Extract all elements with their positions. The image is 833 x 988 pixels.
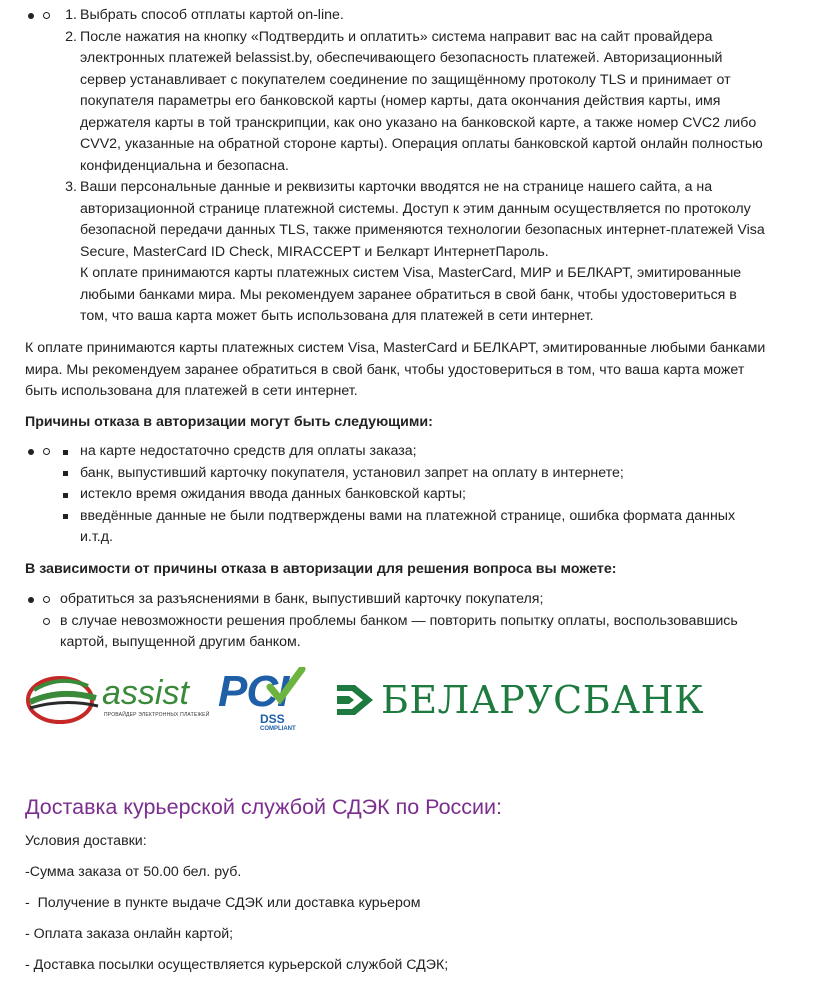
delivery-condition: - Оплата заказа онлайн картой; (25, 926, 234, 942)
text-line: К оплате принимаются карты платежных систем Visa, MasterCard и БЕЛКАРТ, эмитированные любыми банками (25, 340, 766, 356)
text-line: электронных платежей belassist.by, обеспечивающего безопасность платежей. Авторизационный (80, 50, 723, 66)
step-2-text (80, 27, 810, 178)
text-line: сервер устанавливает с покупателем соединение по защищённому протоколу TLS и принимает от (80, 71, 731, 88)
delivery-condition: - Доставка посылки осуществляется курьерской службой СДЭК; (25, 957, 449, 973)
square-bullet-marker (63, 471, 68, 476)
square-bullet-marker (63, 514, 68, 519)
sub-bullet-marker (43, 618, 50, 625)
delivery-condition: - Получение в пункте выдаче СДЭК или доставка курьером (25, 895, 421, 911)
cards-paragraph (25, 338, 800, 403)
step-number: 1. (65, 7, 77, 23)
text-line: том, что ваша карта может быть использована для платежей в сети интернет. (80, 308, 594, 324)
text-line: Ваши персональные данные и реквизиты карточки вводятся не на странице нашего сайта, а на (80, 179, 713, 195)
square-bullet-marker (63, 450, 68, 455)
text-line: любыми банками мира. Мы рекомендуем заранее обратиться в свой банк, чтобы удостовериться в (80, 286, 737, 303)
assist-tagline: ПРОВАЙДЕР ЭЛЕКТРОННЫХ ПЛАТЕЖЕЙ (104, 712, 210, 718)
refusal-heading: Причины отказа в авторизации могут быть следующими: (25, 414, 433, 430)
pci-compliant-label: COMPLIANT (260, 726, 296, 732)
text-line: Secure, MasterCard ID Check, MIRACCEPT и Белкарт ИнтернетПароль. (80, 243, 549, 260)
bullet-marker (28, 597, 34, 603)
text-line: конфиденциальна и безопасна. (80, 157, 289, 174)
step-3-text (80, 177, 810, 328)
solutions-heading: В зависимости от причины отказа в авторизации для решения вопроса вы можете: (25, 561, 617, 577)
delivery-conditions-label: Условия доставки: (25, 833, 147, 849)
pci-dss-label: DSS (260, 712, 285, 726)
assist-wordmark: assist (102, 674, 189, 712)
solution-item: в случае невозможности решения проблемы банком — повторить попытку оплаты, воспользовавшись (60, 612, 738, 629)
pci-wordmark: PCI (218, 667, 289, 716)
step-number: 2. (65, 28, 77, 45)
belarusbank-wordmark: БЕЛАРУСБАНК (381, 678, 705, 722)
sub-bullet-marker (43, 12, 50, 19)
assist-logo (24, 668, 210, 732)
text-line: CVV2, указанные на обратной стороне карты). Операция оплаты банковской картой онлайн полностью (80, 136, 763, 152)
step-1-text: Выбрать способ отплаты картой on-line. (80, 7, 344, 23)
text-line: мира. Мы рекомендуем заранее обратиться в свой банк, чтобы удостовериться в том, что ваша карта может (25, 361, 745, 378)
text-line: держателя карты в той транскрипции, как оно указано на банковской карте, а также номер CVC2 либо (80, 114, 757, 131)
refusal-reason: истекло время ожидания ввода данных банковской карты; (80, 486, 466, 502)
text-line: К оплате принимаются карты платежных систем Visa, MasterCard, МИР и БЕЛКАРТ, эмитированные (80, 265, 742, 281)
refusal-reason-continued: и.т.д. (80, 529, 113, 545)
refusal-reason: введённые данные не были подтверждены вами на платежной странице, ошибка формата данных (80, 507, 736, 524)
step-number: 3. (65, 179, 77, 195)
checkmark-icon (266, 667, 306, 707)
bullet-marker (28, 13, 34, 19)
refusal-reason: банк, выпустивший карточку покупателя, установил запрет на оплату в интернете; (80, 464, 624, 481)
belarusbank-emblem-icon (335, 683, 375, 717)
sub-bullet-marker (43, 448, 50, 455)
square-bullet-marker (63, 493, 68, 498)
text-line: После нажатия на кнопку «Подтвердить и оплатить» система направит вас на сайт провайдера (80, 28, 713, 45)
bullet-marker (28, 449, 34, 455)
text-line: покупателя параметры его банковской карты (номер карты, дата окончания действия карты, имя (80, 93, 721, 109)
belarusbank-logo (335, 680, 705, 720)
text-line: безопасной передачи данных TLS, также применяются технологии безопасных интернет-платежей Visa (80, 222, 765, 238)
solution-item-continued: картой, выпущенной другим банком. (60, 634, 301, 650)
delivery-condition: -Сумма заказа от 50.00 бел. руб. (25, 864, 242, 880)
delivery-heading: Доставка курьерской службой СДЭК по России: (25, 795, 503, 819)
text-line: авторизационной странице платежной системы. Доступ к этим данным осуществляется по протоколу (80, 200, 751, 217)
solution-item: обратиться за разъяснениями в банк, выпустивший карточку покупателя; (60, 591, 544, 607)
pci-dss-logo (216, 667, 302, 737)
sub-bullet-marker (43, 596, 50, 603)
text-line: быть использована для платежей в сети интернет. (25, 383, 358, 399)
refusal-reason: на карте недостаточно средств для оплаты заказа; (80, 443, 417, 459)
